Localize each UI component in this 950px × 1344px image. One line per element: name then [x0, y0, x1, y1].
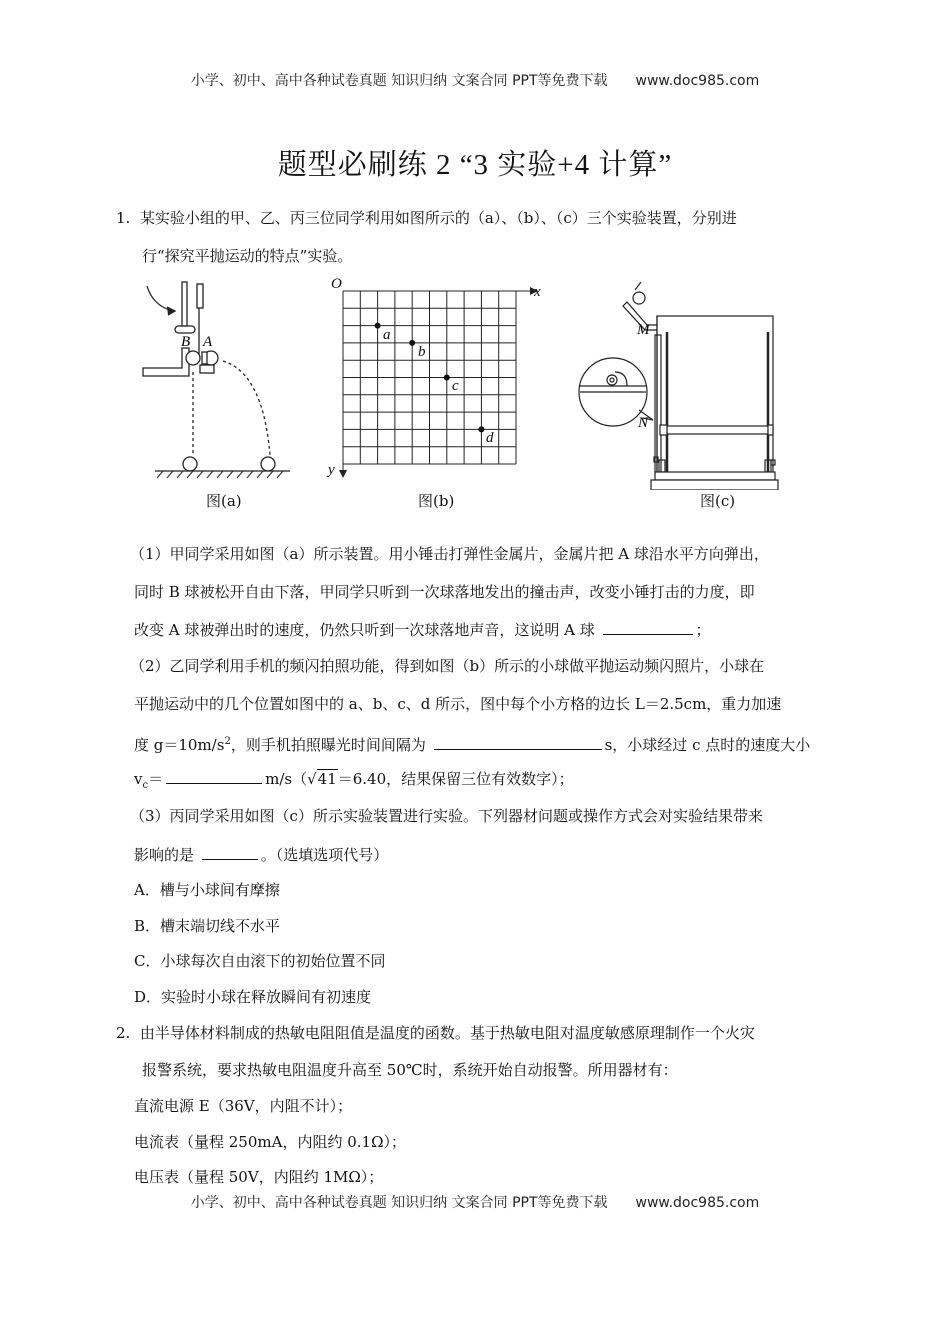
equipment-item: 电流表（量程 250mA，内阻约 0.1Ω）； [134, 1133, 407, 1151]
q2-stem-line2: 报警系统，要求热敏电阻温度升高至 50℃时，系统开始自动报警。所用器材有： [142, 1061, 678, 1079]
label-M: M [637, 322, 650, 338]
label-N: N [638, 415, 649, 431]
footer-url[interactable]: www.doc985.com [635, 1195, 760, 1211]
y-axis-label: y [328, 462, 335, 478]
sqrt-symbol: √41 [307, 770, 337, 788]
page-header [0, 70, 950, 90]
page-footer [0, 1192, 950, 1212]
origin-label: O [331, 276, 342, 292]
text: s，小球经过 c 点时的速度大小 [604, 736, 811, 754]
option-b[interactable] [134, 916, 280, 936]
q1-part3-line2 [134, 845, 388, 865]
q1-part1-line3 [134, 620, 711, 640]
q1-stem-line2: 行“探究平抛运动的特点”实验。 [142, 247, 353, 265]
header-text: 小学、初中、高中各种试卷真题 知识归纳 文案合同 PPT等免费下载 [190, 73, 608, 89]
text: v [134, 770, 143, 788]
q2-stem-text: 由半导体材料制成的热敏电阻阻值是温度的函数。基于热敏电阻对温度敏感原理制作一个火灾 [139, 1024, 755, 1042]
q1-part2-line3 [134, 732, 810, 755]
point-c-label: c [452, 378, 459, 394]
equipment-item: 直流电源 E（36V，内阻不计）； [134, 1097, 353, 1115]
equipment-item: 电压表（量程 50V，内阻约 1MΩ）； [134, 1168, 384, 1186]
text: ＝ [148, 770, 164, 788]
text: 影响的是 [134, 846, 195, 864]
q1-part1-line1: （1）甲同学采用如图（a）所示装置。用小锤击打弹性金属片，金属片把 A 球沿水平方向弹出， [130, 545, 769, 563]
option-text: 实验时小球在释放瞬间有初速度 [161, 988, 372, 1006]
answer-blank-4[interactable] [202, 845, 258, 860]
x-axis-label: x [534, 284, 541, 300]
option-letter: A． [134, 881, 160, 899]
text: m/s（ [265, 770, 308, 788]
option-a[interactable] [134, 880, 280, 900]
subscript: c [142, 780, 149, 791]
figure-a [135, 278, 305, 518]
q1-part3-line1: （3）丙同学采用如图（c）所示实验装置进行实验。下列器材问题或操作方式会对实验结果带来 [130, 807, 763, 825]
q1-number: 1. [116, 209, 131, 227]
label-B: B [181, 334, 191, 350]
caption-b: 图(b) [418, 492, 455, 510]
text: 。（选填选项代号） [260, 846, 389, 864]
q1-part1-line3-text: 改变 A 球被弹出时的速度，仍然只听到一次球落地声音，这说明 A 球 [134, 621, 595, 639]
point-a-label: a [383, 327, 391, 343]
option-letter: D． [134, 988, 162, 1006]
header-url[interactable]: www.doc985.com [635, 73, 760, 89]
q1-part2-line4 [134, 769, 574, 796]
option-letter: C． [134, 952, 161, 970]
q2-stem-line1 [116, 1023, 755, 1043]
option-text: 槽末端切线不水平 [160, 917, 281, 935]
answer-blank-1[interactable] [603, 620, 693, 635]
option-d[interactable] [134, 987, 371, 1007]
q1-part2-line1: （2）乙同学利用手机的频闪拍照功能，得到如图（b）所示的小球做平抛运动频闪照片，小球在 [130, 657, 765, 675]
q1-stem-line1 [116, 208, 737, 228]
text: ＝6.40，结果保留三位有效数字）； [337, 770, 574, 788]
footer-text: 小学、初中、高中各种试卷真题 知识归纳 文案合同 PPT等免费下载 [190, 1195, 608, 1211]
point-b-label: b [418, 344, 426, 360]
answer-blank-3[interactable] [166, 769, 262, 784]
option-letter: B． [134, 917, 161, 935]
figure-c [575, 280, 790, 490]
option-text: 小球每次自由滚下的初始位置不同 [160, 952, 386, 970]
radicand: 41 [317, 770, 337, 788]
answer-blank-2[interactable] [434, 735, 602, 750]
label-A: A [203, 334, 213, 350]
page-title: 题型必刷练 2 “3 实验+4 计算” [277, 149, 673, 181]
q1-stem-text: 某实验小组的甲、乙、丙三位同学利用如图所示的（a）、（b）、（c）三个实验装置，分别进 [139, 209, 737, 227]
superscript: 2 [224, 736, 231, 747]
q1-part2-line2: 平抛运动中的几个位置如图中的 a、b、c、d 所示，图中每个小方格的边长 L＝2.5cm，重力加速 [134, 695, 782, 713]
punct: ； [695, 621, 711, 639]
caption-c: 图(c) [700, 492, 736, 510]
option-text: 槽与小球间有摩擦 [159, 881, 280, 899]
point-d-label: d [486, 430, 494, 446]
figure-b [320, 272, 550, 482]
text: ，则手机拍照曝光时间间隔为 [230, 736, 426, 754]
q2-number: 2. [116, 1024, 131, 1042]
text: 度 g＝10m/s [134, 736, 225, 754]
caption-a: 图(a) [206, 492, 242, 510]
option-c[interactable] [134, 951, 386, 971]
q1-part1-line2: 同时 B 球被松开自由下落，甲同学只听到一次球落地发出的撞击声，改变小锤打击的力度，即 [134, 583, 755, 601]
